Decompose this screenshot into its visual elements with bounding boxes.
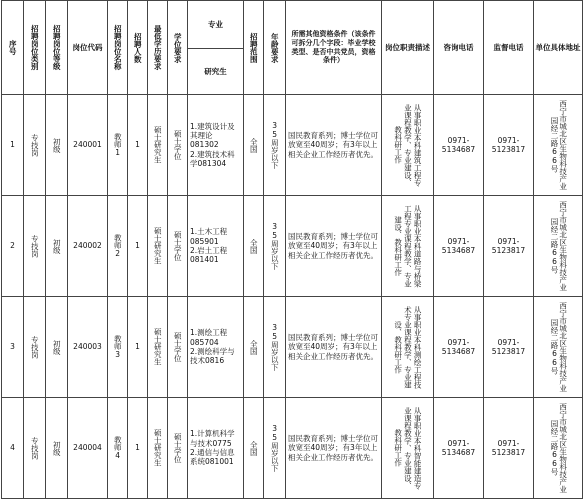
header-count: 招聘人数 bbox=[128, 1, 148, 95]
cell-edu: 硕士研究生 bbox=[148, 196, 168, 297]
cell-age: 35周岁以下 bbox=[264, 297, 286, 398]
header-degree: 学位要求 bbox=[168, 1, 188, 95]
header-name: 招聘岗位名称 bbox=[108, 1, 128, 95]
cell-scope: 全国 bbox=[244, 196, 264, 297]
cell-conditions: 国民教育系列；博士学位可放宽至40周岁；有3年以上相关企业工作经历者优先。 bbox=[286, 196, 382, 297]
cell-code: 240004 bbox=[68, 398, 108, 499]
cell-consult-phone: 0971-5134687 bbox=[434, 196, 484, 297]
cell-supervise-phone: 0971-5123817 bbox=[484, 95, 534, 196]
cell-duty: 从事职业本科建筑工程专业课程教学、专业建设、教科研工作 bbox=[382, 95, 434, 196]
header-level: 招聘岗位等级 bbox=[46, 1, 68, 95]
cell-age: 35周岁以下 bbox=[264, 196, 286, 297]
cell-name: 教师1 bbox=[108, 95, 128, 196]
recruitment-table bbox=[1, 0, 583, 499]
cell-seq: 2 bbox=[2, 196, 24, 297]
header-row bbox=[2, 1, 583, 49]
table-row bbox=[2, 398, 583, 499]
cell-supervise-phone: 0971-5123817 bbox=[484, 297, 534, 398]
cell-scope: 全国 bbox=[244, 398, 264, 499]
cell-degree: 硕士学位 bbox=[168, 95, 188, 196]
cell-consult-phone: 0971-5134687 bbox=[434, 297, 484, 398]
header-code: 岗位代码 bbox=[68, 1, 108, 95]
cell-address: 西宁市城北区生物科技产业园经二路66号 bbox=[534, 196, 583, 297]
cell-seq: 3 bbox=[2, 297, 24, 398]
header-edu: 最低学历要求 bbox=[148, 1, 168, 95]
cell-level: 初级 bbox=[46, 196, 68, 297]
cell-name: 教师4 bbox=[108, 398, 128, 499]
cell-edu: 硕士研究生 bbox=[148, 398, 168, 499]
cell-code: 240002 bbox=[68, 196, 108, 297]
cell-count: 1 bbox=[128, 398, 148, 499]
header-age: 年龄要求 bbox=[264, 1, 286, 95]
cell-address: 西宁市城北区生物科技产业园经二路66号 bbox=[534, 398, 583, 499]
cell-degree: 硕士学位 bbox=[168, 398, 188, 499]
cell-count: 1 bbox=[128, 95, 148, 196]
header-supervise-phone: 监督电话 bbox=[484, 1, 534, 95]
cell-edu: 硕士研究生 bbox=[148, 95, 168, 196]
cell-duty: 从事职业本科测绘工程技术专业课程教学、专业建设、教科研工作 bbox=[382, 297, 434, 398]
header-address: 单位具体地址 bbox=[534, 1, 583, 95]
cell-level: 初级 bbox=[46, 95, 68, 196]
cell-address: 西宁市城北区生物科技产业园经二路66号 bbox=[534, 95, 583, 196]
cell-level: 初级 bbox=[46, 398, 68, 499]
table-row bbox=[2, 297, 583, 398]
header-seq: 序号 bbox=[2, 1, 24, 95]
cell-major: 1.建筑设计及其理论081302 2.建筑技术科学081304 bbox=[188, 95, 244, 196]
cell-conditions: 国民教育系列；博士学位可放宽至40周岁；有3年以上相关企业工作经历者优先。 bbox=[286, 398, 382, 499]
cell-supervise-phone: 0971-5123817 bbox=[484, 196, 534, 297]
cell-consult-phone: 0971-5134687 bbox=[434, 398, 484, 499]
cell-name: 教师3 bbox=[108, 297, 128, 398]
cell-duty: 从事职业本科道路与桥梁工程专业课程教学、专业建设、教科研工作 bbox=[382, 196, 434, 297]
cell-supervise-phone: 0971-5123817 bbox=[484, 398, 534, 499]
cell-edu: 硕士研究生 bbox=[148, 297, 168, 398]
cell-major: 1.计算机科学与技术0775 2.通信与信息系统081001 bbox=[188, 398, 244, 499]
cell-conditions: 国民教育系列；博士学位可放宽至40周岁；有3年以上相关企业工作经历者优先。 bbox=[286, 297, 382, 398]
cell-seq: 1 bbox=[2, 95, 24, 196]
cell-major: 1.土木工程085901 2.岩土工程081401 bbox=[188, 196, 244, 297]
cell-duty: 从事职业本科智能建造专业课程教学、专业建设、教科研工作 bbox=[382, 398, 434, 499]
cell-category: 专技岗 bbox=[24, 398, 46, 499]
cell-scope: 全国 bbox=[244, 95, 264, 196]
cell-degree: 硕士学位 bbox=[168, 196, 188, 297]
table-row bbox=[2, 196, 583, 297]
cell-age: 35周岁以下 bbox=[264, 398, 286, 499]
cell-age: 35周岁以下 bbox=[264, 95, 286, 196]
cell-name: 教师2 bbox=[108, 196, 128, 297]
header-scope: 招聘范围 bbox=[244, 1, 264, 95]
cell-count: 1 bbox=[128, 297, 148, 398]
cell-category: 专技岗 bbox=[24, 297, 46, 398]
table-row bbox=[2, 95, 583, 196]
cell-code: 240003 bbox=[68, 297, 108, 398]
cell-consult-phone: 0971-5134687 bbox=[434, 95, 484, 196]
cell-category: 专技岗 bbox=[24, 196, 46, 297]
cell-scope: 全国 bbox=[244, 297, 264, 398]
header-conditions: 所需其他资格条件（该条件可拆分几个字段：毕业学校类型、是否中共党员，资格条件） bbox=[286, 1, 382, 95]
cell-conditions: 国民教育系列；博士学位可放宽至40周岁；有3年以上相关企业工作经历者优先。 bbox=[286, 95, 382, 196]
cell-category: 专技岗 bbox=[24, 95, 46, 196]
cell-count: 1 bbox=[128, 196, 148, 297]
cell-degree: 硕士学位 bbox=[168, 297, 188, 398]
cell-level: 初级 bbox=[46, 297, 68, 398]
header-major-graduate: 研究生 bbox=[188, 49, 244, 95]
header-consult-phone: 咨询电话 bbox=[434, 1, 484, 95]
cell-major: 1.测绘工程085704 2.测绘科学与技术0816 bbox=[188, 297, 244, 398]
header-duty: 岗位职责描述 bbox=[382, 1, 434, 95]
cell-seq: 4 bbox=[2, 398, 24, 499]
header-major: 专业 bbox=[188, 1, 244, 49]
cell-address: 西宁市城北区生物科技产业园经二路66号 bbox=[534, 297, 583, 398]
header-category: 招聘岗位类别 bbox=[24, 1, 46, 95]
cell-code: 240001 bbox=[68, 95, 108, 196]
